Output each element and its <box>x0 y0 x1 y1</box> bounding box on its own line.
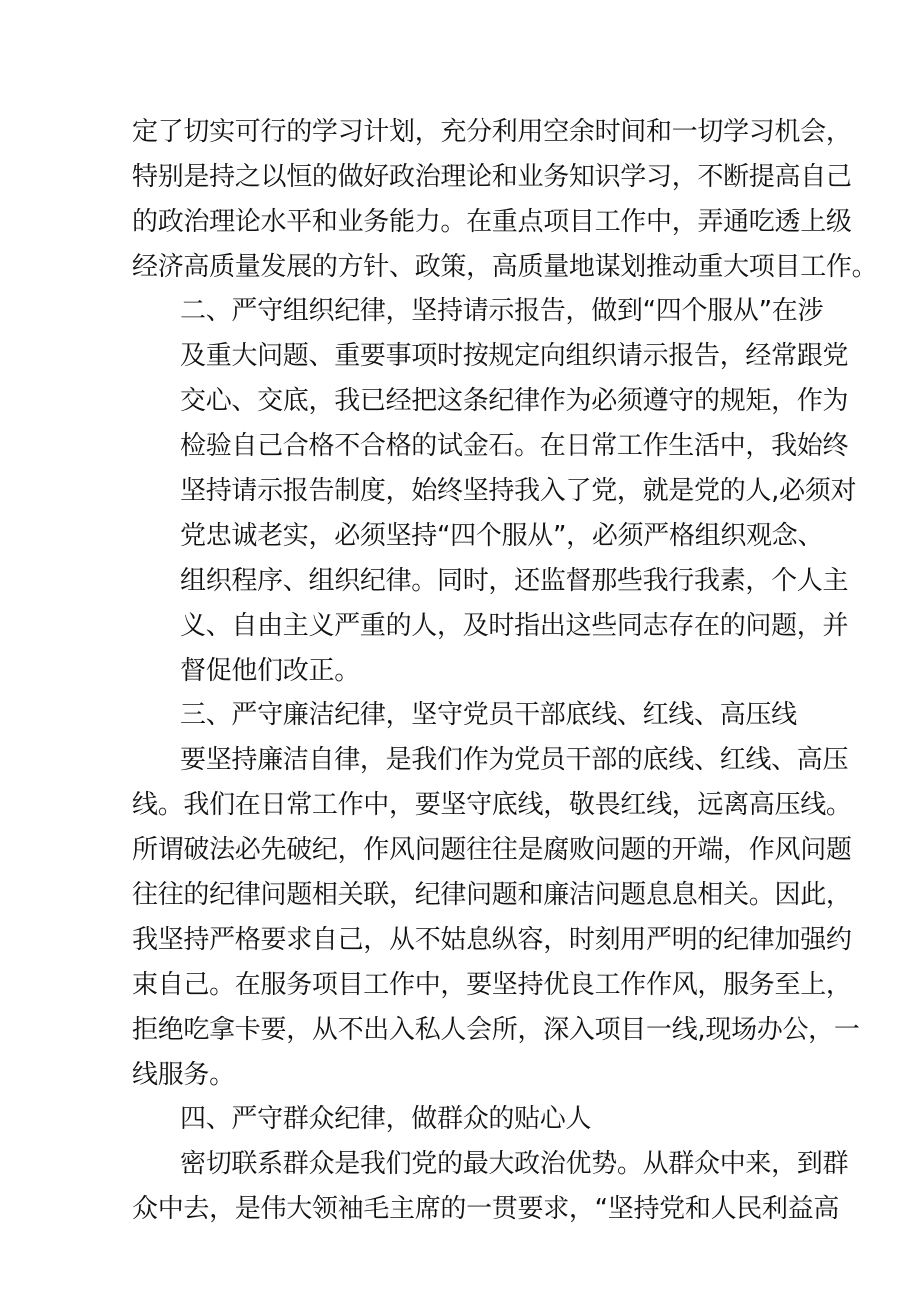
text-line: 拒绝吃拿卡要，从不出入私人会所，深入项目一线,现场办公，一 <box>132 1015 860 1045</box>
text-line: 所谓破法必先破纪，作风问题往往是腐败问题的开端，作风问题 <box>132 835 852 865</box>
text-line: 我坚持严格要求自己，从不姑息纵容，时刻用严明的纪律加强约 <box>132 925 852 955</box>
text-line: 经济高质量发展的方针、政策，高质量地谋划推动重大项目工作。 <box>132 252 878 282</box>
section-heading: 二、严守组织纪律，坚持请示报告，做到“四个服从”在涉 <box>180 296 824 326</box>
text-line: 定了切实可行的学习计划，充分利用空余时间和一切学习机会， <box>132 117 852 147</box>
text-line: 党忠诚老实，必须坚持“四个服从”，必须严格组织观念、 <box>180 521 824 551</box>
text-line: 往往的纪律问题相关联，纪律问题和廉洁问题息息相关。因此， <box>132 880 852 910</box>
text-line: 线服务。 <box>132 1060 235 1090</box>
text-line: 坚持请示报告制度，始终坚持我入了党，就是党的人,必须对 <box>180 476 857 506</box>
text-line: 线。我们在日常工作中，要坚守底线，敬畏红线，远离高压线。 <box>132 790 852 820</box>
text-line: 组织程序、组织纪律。同时，还监督那些我行我素，个人主 <box>180 566 849 596</box>
section-heading: 四、严守群众纪律，做群众的贴心人 <box>180 1104 592 1134</box>
text-line: 束自己。在服务项目工作中，要坚持优良工作作风，服务至上， <box>132 970 852 1000</box>
text-line: 检验自己合格不合格的试金石。在日常工作生活中，我始终 <box>180 431 849 461</box>
text-line: 交心、交底，我已经把这条纪律作为必须遵守的规矩，作为 <box>180 386 849 416</box>
text-line: 的政治理论水平和业务能力。在重点项目工作中，弄通吃透上级 <box>132 207 852 237</box>
text-line: 及重大问题、重要事项时按规定向组织请示报告，经常跟党 <box>180 341 849 371</box>
text-line: 义、自由主义严重的人，及时指出这些同志存在的问题，并 <box>180 611 849 641</box>
text-line: 要坚持廉洁自律，是我们作为党员干部的底线、红线、高压 <box>180 745 849 775</box>
text-line: 众中去，是伟大领袖毛主席的一贯要求，“坚持党和人民利益高 <box>132 1194 840 1224</box>
text-line: 密切联系群众是我们党的最大政治优势。从群众中来，到群 <box>180 1149 849 1179</box>
text-line: 特别是持之以恒的做好政治理论和业务知识学习，不断提高自己 <box>132 162 852 192</box>
section-heading: 三、严守廉洁纪律，坚守党员干部底线、红线、高压线 <box>180 700 797 730</box>
text-line: 督促他们改正。 <box>180 656 360 686</box>
